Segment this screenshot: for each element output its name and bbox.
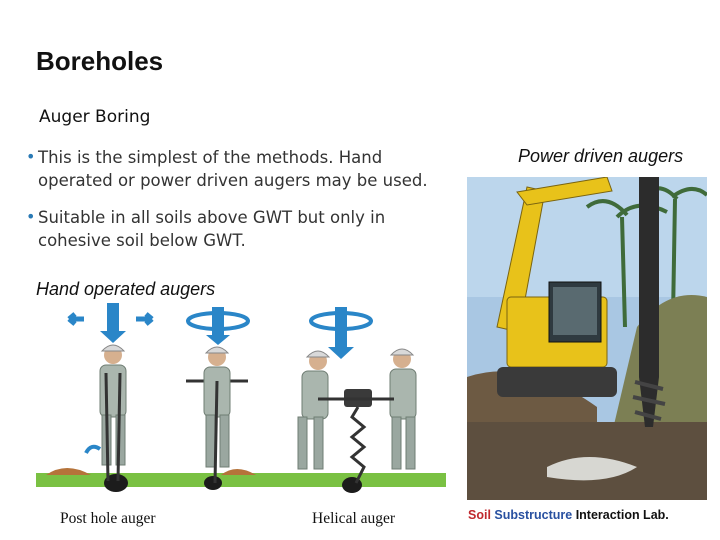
bullet-icon: • — [26, 147, 36, 166]
bullet-item — [26, 146, 456, 193]
bullet-item — [26, 206, 456, 253]
bullet-list — [26, 146, 456, 266]
helical-auger-label: Helical auger — [312, 510, 396, 527]
lab-credit — [468, 508, 669, 522]
credit-interaction-lab: Interaction Lab. — [575, 508, 669, 522]
hand-auger-illustration — [36, 303, 446, 503]
ground-strip — [36, 473, 446, 487]
power-auger-photo — [467, 177, 707, 500]
credit-substructure: Substructure — [494, 508, 573, 522]
hand-augers-caption: Hand operated augers — [36, 279, 216, 299]
bullet-text: Suitable in all soils above GWT but only in cohesive soil below GWT. — [38, 207, 386, 251]
slide-title: Boreholes — [36, 46, 164, 76]
credit-soil: Soil — [468, 508, 491, 522]
power-augers-caption: Power driven augers — [518, 146, 684, 166]
post-hole-auger-label: Post hole auger — [60, 510, 156, 527]
slide-subtitle: Auger Boring — [39, 107, 151, 127]
bullet-text: This is the simplest of the methods. Hand operated or power driven augers may be used. — [38, 148, 428, 191]
bullet-icon: • — [26, 206, 36, 226]
